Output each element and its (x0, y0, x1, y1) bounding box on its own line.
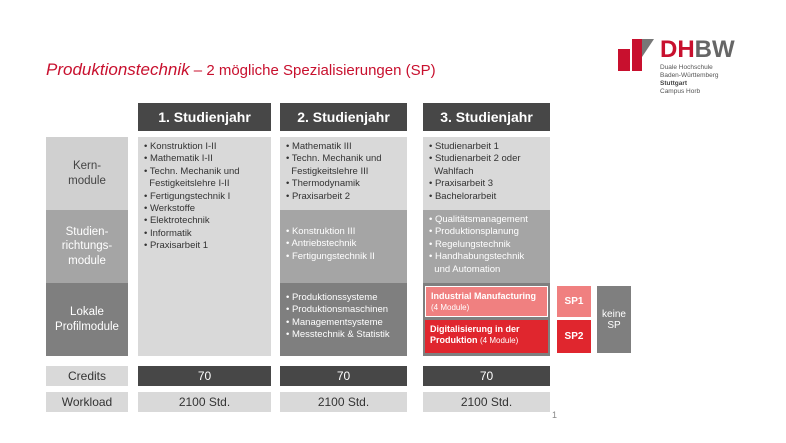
list-item: Festigkeitslehre III (291, 165, 369, 177)
logo-subtitle: Duale Hochschule Baden-Württemberg Stuttgart Campus Horb (660, 64, 719, 96)
year3-workload: 2100 Std. (423, 392, 550, 412)
list-item: • Fertigungstechnik I (144, 190, 231, 202)
list-item: • Informatik (144, 227, 192, 239)
list-item: und Automation (434, 263, 501, 275)
list-item: • Managementsysteme (286, 316, 383, 328)
list-item: • Produktionssysteme (286, 292, 378, 303)
title-dash: – (189, 62, 207, 79)
list-item: • Fertigungstechnik II (286, 250, 375, 262)
year3-credits: 70 (423, 366, 550, 386)
year3-kern-modules (423, 137, 550, 210)
list-item: • Messtechnik & Statistik (286, 329, 390, 341)
list-item: • Praxisarbeit 1 (144, 240, 209, 252)
list-item: • Mathematik I-II (144, 153, 213, 165)
list-item: • Regelungstechnik (429, 238, 511, 250)
list-item: • Studienarbeit 1 (429, 141, 499, 152)
list-item: • Antriebstechnik (286, 238, 357, 250)
year2-profil-modules (280, 283, 407, 356)
row-label-studien: Studien- richtungs- module (46, 210, 128, 283)
year2-kern-modules (280, 137, 407, 210)
title-sub: 2 mögliche Spezialisierungen (SP) (206, 62, 436, 79)
year2-credits: 70 (280, 366, 407, 386)
page-title (46, 60, 436, 80)
list-item: • Konstruktion I-II (144, 141, 217, 152)
list-item: • Konstruktion III (286, 226, 356, 237)
year1-header: 1. Studienjahr (138, 103, 271, 131)
year3-studien-modules (423, 210, 550, 283)
list-item: • Produktionsplanung (429, 226, 519, 238)
year2-header: 2. Studienjahr (280, 103, 407, 131)
list-item: • Techn. Mechanik und (144, 165, 240, 177)
sp2-badge: SP2 (557, 320, 591, 353)
list-item: • Techn. Mechanik und (286, 153, 382, 165)
list-item: • Qualitätsmanagement (429, 214, 528, 225)
list-item: Festigkeitslehre I-II (149, 178, 230, 190)
sp1-badge: SP1 (557, 286, 591, 317)
year3-header: 3. Studienjahr (423, 103, 550, 131)
list-item: • Thermodynamik (286, 178, 360, 190)
title-main: Produktionstechnik (46, 60, 190, 79)
workload-label: Workload (46, 392, 128, 412)
year1-modules (138, 137, 271, 356)
page-number: 1 (552, 410, 558, 420)
row-label-profil: Lokale Profilmodule (46, 283, 128, 356)
list-item: • Bachelorarbeit (429, 190, 497, 202)
list-item: • Elektrotechnik (144, 215, 210, 227)
list-item: • Werkstoffe (144, 203, 196, 215)
list-item: • Praxisarbeit 2 (286, 190, 351, 202)
year1-workload: 2100 Std. (138, 392, 271, 412)
list-item: • Praxisarbeit 3 (429, 178, 494, 190)
year1-credits: 70 (138, 366, 271, 386)
dhbw-logo-icon (618, 35, 658, 75)
logo-wordmark: DHBW (660, 36, 735, 63)
list-item: • Mathematik III (286, 141, 352, 152)
credits-label: Credits (46, 366, 128, 386)
profil-industrial-manufacturing: Industrial Manufacturing (4 Module) (425, 286, 548, 317)
list-item: • Produktionsmaschinen (286, 304, 389, 316)
year2-workload: 2100 Std. (280, 392, 407, 412)
list-item: • Studienarbeit 2 oder (429, 153, 521, 165)
year2-studien-modules (280, 210, 407, 283)
row-label-kern: Kern- module (46, 137, 128, 210)
no-sp-badge: keine SP (597, 286, 631, 353)
list-item: • Handhabungstechnik (429, 251, 525, 263)
list-item: Wahlfach (434, 165, 474, 177)
profil-digitalisierung: Digitalisierung in der Produktion (4 Module) (425, 320, 548, 353)
